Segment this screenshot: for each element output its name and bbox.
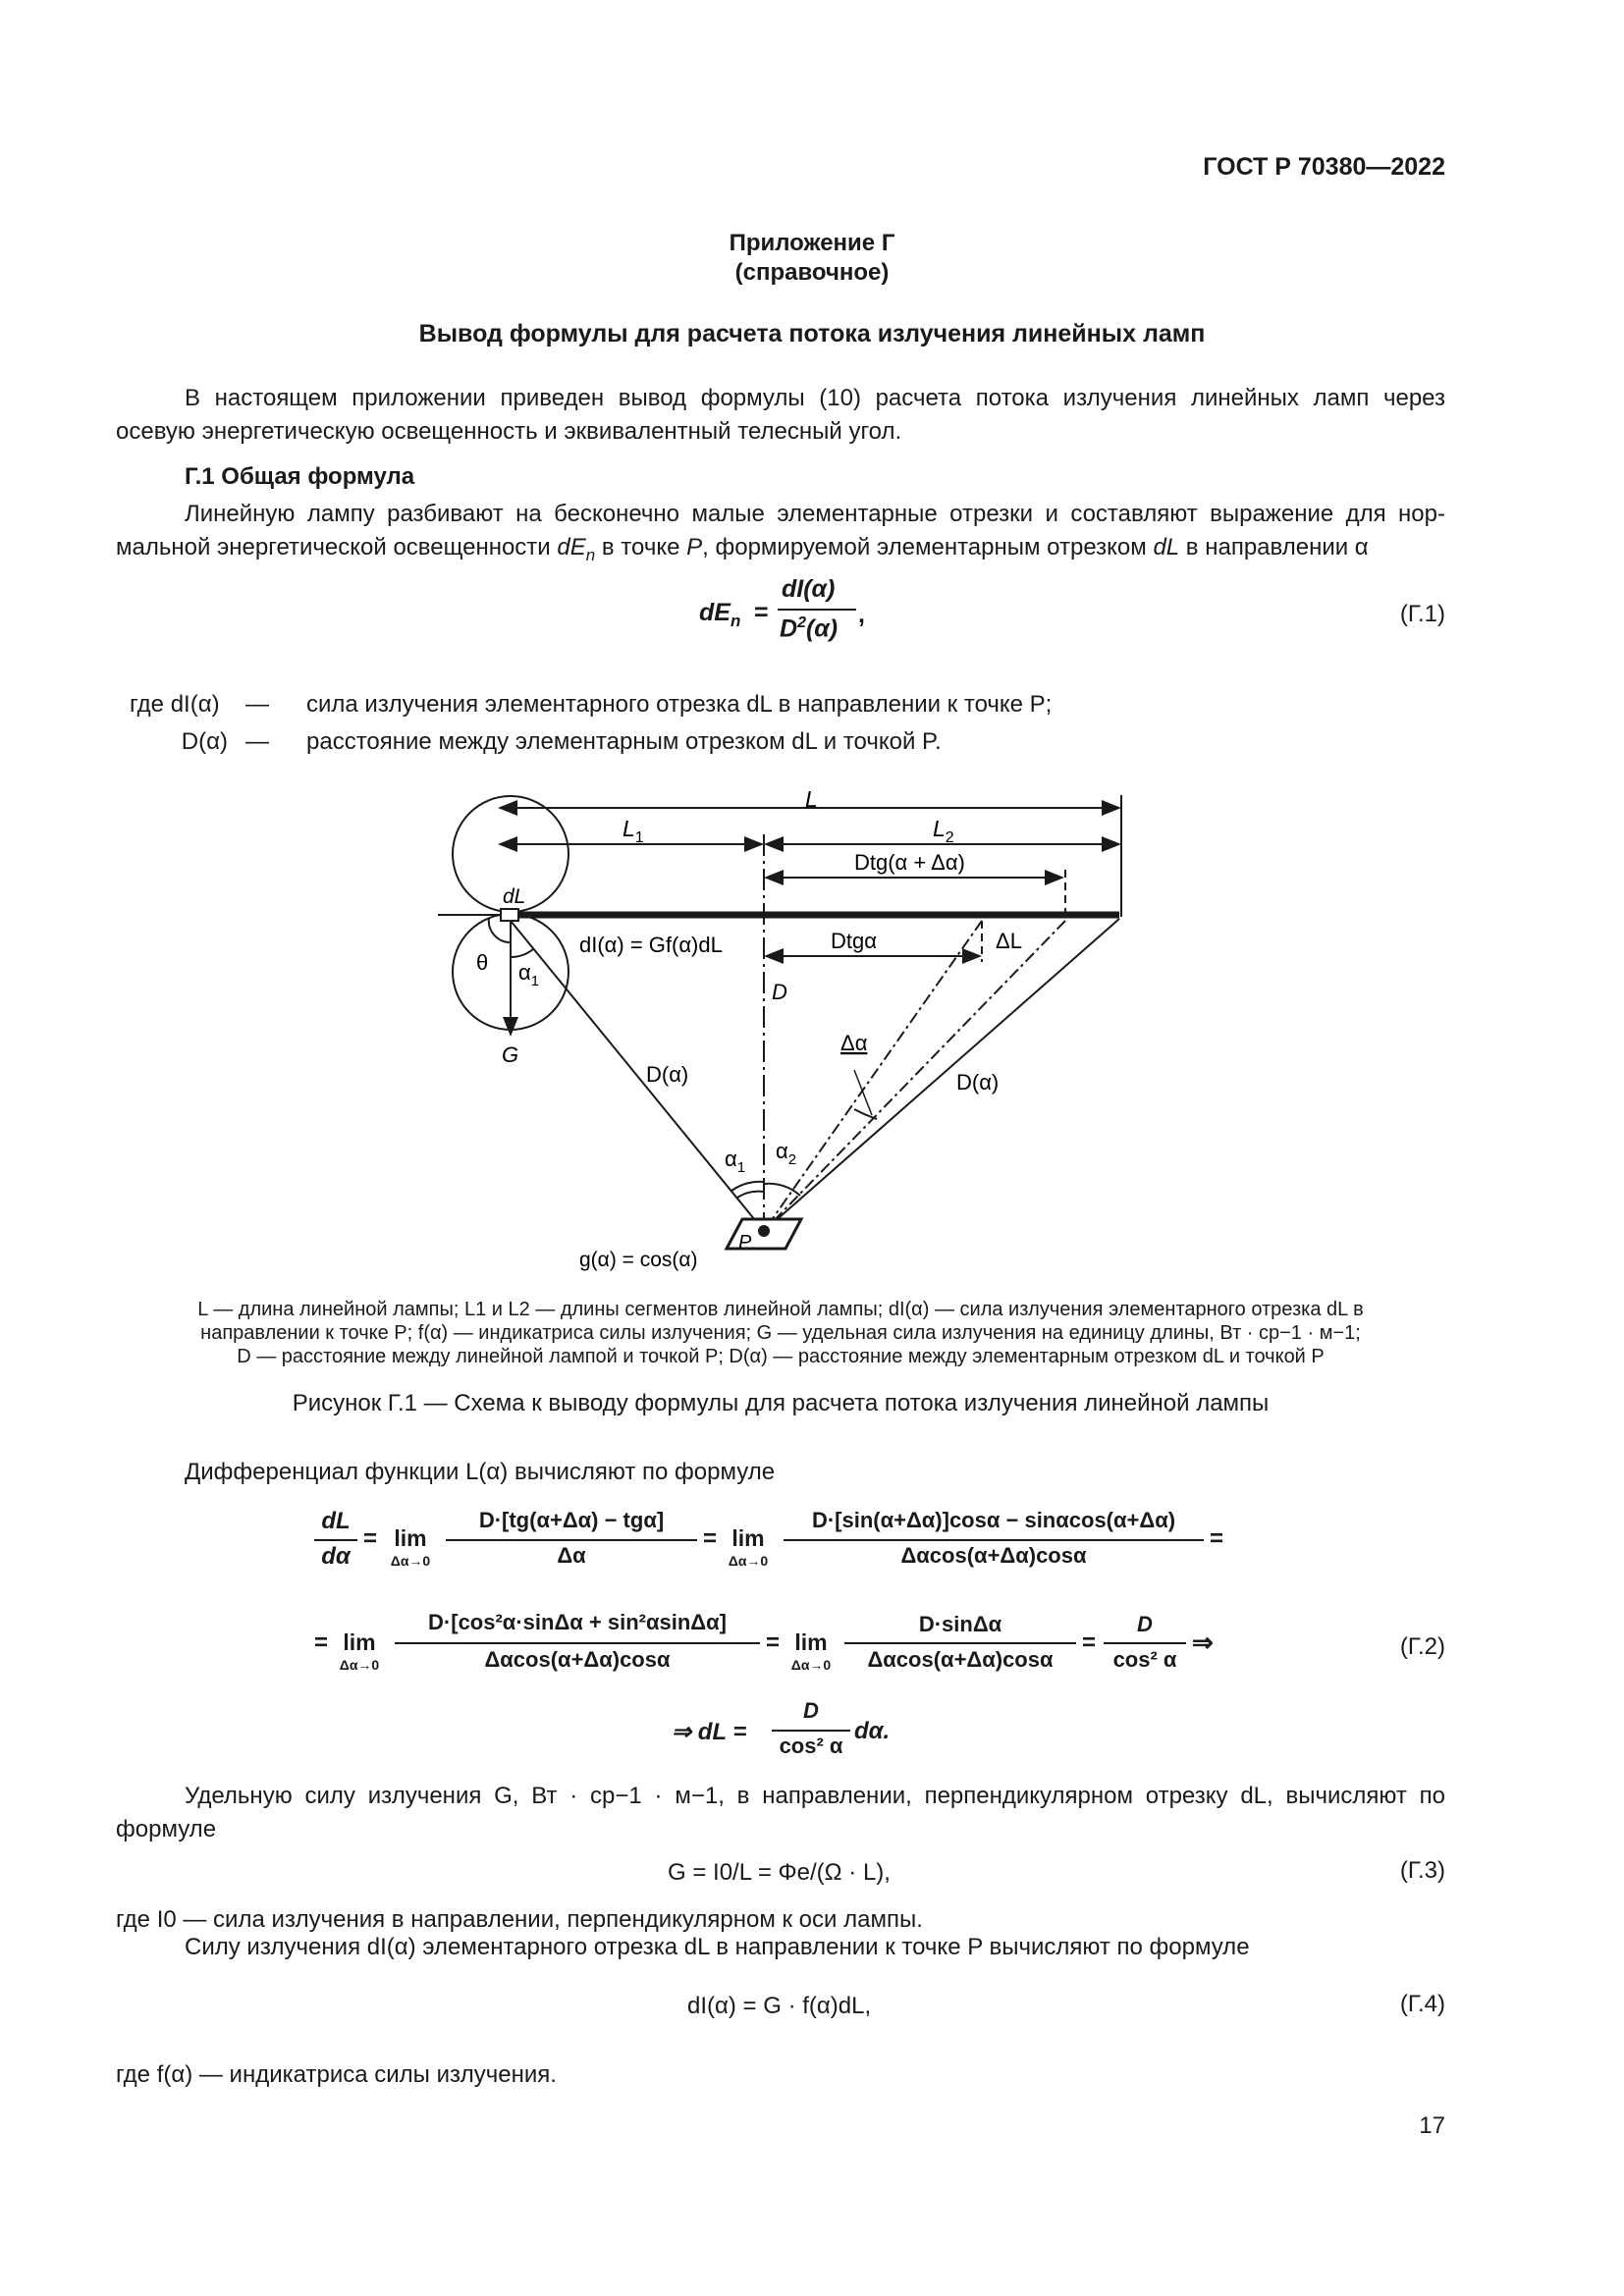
text: D bbox=[780, 614, 798, 643]
angle-alpha1-arc bbox=[737, 1192, 764, 1198]
label-D: D bbox=[772, 980, 787, 1004]
equals-sign: = bbox=[363, 1525, 378, 1552]
fraction-bar bbox=[778, 609, 856, 611]
equals-sign: = bbox=[754, 599, 769, 626]
where-line: где I0 — сила излучения в направлении, перпендикулярном к оси лампы. bbox=[116, 1906, 923, 1933]
frac-den: dα bbox=[321, 1543, 351, 1570]
paragraph: Дифференциал функции L(α) вычисляют по формуле bbox=[185, 1459, 776, 1485]
intro-line-2: осевую энергетическую освещенность и эквивалентный телесный угол. bbox=[116, 418, 902, 445]
paragraph-line: формуле bbox=[116, 1816, 217, 1842]
paragraph: Силу излучения dI(α) элементарного отрезка dL в направлении к точке P вычисляют по формуле bbox=[185, 1934, 1250, 1960]
intro-line-1: В настоящем приложении приведен вывод формулы (10) расчета потока излучения линейных ламп через bbox=[185, 385, 1445, 411]
figure-legend-line: L — длина линейной лампы; L1 и L2 — длины сегментов линейной лампы; dI(α) — сила излучения элементарного отрезка dL в bbox=[197, 1299, 1364, 1320]
document-code: ГОСТ Р 70380—2022 bbox=[1203, 153, 1445, 181]
label-L: L bbox=[805, 786, 818, 812]
where-term: где dI(α) bbox=[130, 691, 220, 718]
text: в точке bbox=[595, 534, 687, 561]
figure-legend-line: D — расстояние между линейной лампой и точкой P; D(α) — расстояние между элементарным отрезком dL и точкой P bbox=[237, 1346, 1325, 1367]
label-D-alpha-left: D(α) bbox=[646, 1062, 689, 1087]
label-dL: dL bbox=[503, 885, 526, 908]
label-dtg-alpha: Dtgα bbox=[831, 929, 877, 953]
frac-num: dL bbox=[321, 1508, 351, 1534]
frac-num: D·[cos²α·sinΔα + sin²αsinΔα] bbox=[428, 1610, 727, 1634]
lim-sub: Δα→0 bbox=[390, 1553, 431, 1569]
label-L2: $L_2$ bbox=[933, 816, 954, 846]
equals-sign: = bbox=[766, 1629, 781, 1656]
lim: lim bbox=[343, 1629, 376, 1655]
label-delta-alpha: Δα bbox=[840, 1031, 868, 1055]
eq1-lhs bbox=[699, 599, 740, 631]
fraction-bar bbox=[844, 1642, 1076, 1644]
frac-num: D·sinΔα bbox=[918, 1612, 1002, 1636]
where-term: D(α) bbox=[181, 728, 228, 755]
equals-sign: = bbox=[703, 1525, 718, 1552]
subscript: n bbox=[730, 612, 741, 630]
frac-den: cos² α bbox=[779, 1734, 843, 1758]
frac-den: Δαcos(α+Δα)cosα bbox=[484, 1647, 671, 1672]
text: dE bbox=[699, 599, 731, 626]
where-description: сила излучения элементарного отрезка dL в направлении к точке P; bbox=[306, 691, 1053, 718]
var: dE bbox=[557, 534, 586, 561]
label-L1: $L_1$ bbox=[623, 816, 644, 846]
equation-g4: dI(α) = G · f(α)dL, bbox=[687, 1993, 872, 2019]
eq2-result-lhs: ⇒ dL = bbox=[672, 1719, 747, 1745]
label-g-alpha: g(α) = cos(α) bbox=[579, 1249, 698, 1271]
figure-legend-line: направлении к точке P; f(α) — индикатриса силы излучения; G — удельная сила излучения на единицу длины, Вт · ср−1 · м−1; bbox=[200, 1322, 1361, 1344]
point-P bbox=[758, 1225, 770, 1237]
equation-number: (Г.4) bbox=[1399, 1991, 1445, 2017]
page-number: 17 bbox=[1419, 2112, 1445, 2139]
frac-den: Δαcos(α+Δα)cosα bbox=[867, 1647, 1054, 1672]
angle-alpha1-arc-top bbox=[511, 949, 533, 957]
frac-num: D·[sin(α+Δα)]cosα − sinαcos(α+Δα) bbox=[811, 1508, 1176, 1532]
lim-sub: Δα→0 bbox=[728, 1553, 769, 1569]
appendix-subtitle: (справочное) bbox=[734, 259, 890, 286]
equals-sign: = bbox=[1210, 1525, 1224, 1552]
figure-caption: Рисунок Г.1 — Схема к выводу формулы для расчета потока излучения линейной лампы bbox=[292, 1390, 1270, 1416]
implies-arrow: ⇒ bbox=[1192, 1628, 1214, 1657]
para1-line-1: Линейную лампу разбивают на бесконечно малые элементарные отрезки и составляют выражение для нор- bbox=[185, 501, 1445, 527]
fraction-bar bbox=[314, 1539, 357, 1541]
label-alpha2: $\alpha_2$ bbox=[776, 1139, 797, 1168]
label-alpha1-top: $\alpha_1$ bbox=[518, 960, 540, 989]
fraction-bar bbox=[395, 1642, 760, 1644]
lim: lim bbox=[731, 1525, 765, 1551]
frac-num: D bbox=[1137, 1612, 1153, 1636]
where-dash: — bbox=[245, 728, 269, 755]
delta-alpha-arc bbox=[854, 1109, 877, 1119]
label-G: G bbox=[502, 1042, 519, 1067]
equals-sign: = bbox=[1082, 1629, 1097, 1656]
superscript: 2 bbox=[797, 614, 806, 631]
eq2-result-tail: dα. bbox=[854, 1718, 891, 1744]
delta-alpha-leader bbox=[854, 1070, 872, 1115]
equals-sign: = bbox=[314, 1629, 329, 1656]
text: мальной энергетической освещенности bbox=[116, 534, 558, 561]
line-D-alpha-right bbox=[764, 919, 1119, 1231]
where-dash: — bbox=[245, 691, 269, 718]
where-description: расстояние между элементарным отрезком dL и точкой P. bbox=[306, 728, 942, 755]
lim-sub: Δα→0 bbox=[790, 1657, 832, 1673]
label-theta: θ bbox=[476, 950, 489, 975]
line-D-alpha-left bbox=[511, 921, 764, 1231]
section-title: Г.1 Общая формула bbox=[185, 463, 415, 490]
lim-sub: Δα→0 bbox=[339, 1657, 380, 1673]
line-to-P-dashed bbox=[764, 921, 1065, 1231]
para1-line-2 bbox=[116, 530, 1445, 573]
frac-num: D·[tg(α+Δα) − tgα] bbox=[478, 1508, 665, 1532]
label-alpha1: $\alpha_1$ bbox=[725, 1147, 746, 1176]
text: , формируемой элементарным отрезком bbox=[702, 534, 1154, 561]
fraction-bar bbox=[772, 1730, 850, 1732]
text: в направлении α bbox=[1179, 534, 1369, 561]
equation-g1 bbox=[699, 575, 876, 654]
equation-g3: G = I0/L = Φe/(Ω · L), bbox=[668, 1859, 891, 1886]
label-dI: dI(α) = Gf(α)dL bbox=[579, 933, 723, 957]
label-D-alpha-right: D(α) bbox=[956, 1070, 1000, 1095]
equation-number: (Г.1) bbox=[1399, 601, 1445, 627]
where-line: где f(α) — индикатриса силы излучения. bbox=[116, 2061, 557, 2088]
frac-den: Δα bbox=[557, 1543, 586, 1568]
equation-g2 bbox=[314, 1502, 1257, 1767]
equation-number: (Г.2) bbox=[1399, 1633, 1445, 1660]
label-P: P bbox=[738, 1232, 752, 1254]
equation-number: (Г.3) bbox=[1399, 1857, 1445, 1884]
frac-den: cos² α bbox=[1112, 1647, 1177, 1672]
fraction-bar bbox=[446, 1539, 697, 1541]
section-heading: Вывод формулы для расчета потока излучения линейных ламп bbox=[418, 320, 1206, 347]
element-dl bbox=[501, 909, 518, 921]
subscript: n bbox=[585, 545, 596, 564]
line-to-P-dashed bbox=[764, 921, 982, 1231]
frac-den: Δαcos(α+Δα)cosα bbox=[900, 1543, 1087, 1568]
var: dL bbox=[1153, 534, 1180, 561]
var: P bbox=[686, 534, 703, 561]
figure-diagram bbox=[422, 775, 1149, 1286]
lim: lim bbox=[394, 1525, 427, 1551]
lim: lim bbox=[794, 1629, 828, 1655]
appendix-title: Приложение Г bbox=[729, 230, 895, 256]
label-dtg-alpha-delta: Dtg(α + Δα) bbox=[854, 850, 965, 875]
fraction-bar bbox=[784, 1539, 1204, 1541]
comma: , bbox=[858, 601, 865, 628]
text: (α) bbox=[805, 614, 839, 643]
paragraph-line: Удельную силу излучения G, Вт · ср−1 · м−1, в направлении, перпендикулярном отрезку dL, вычисляют по bbox=[185, 1783, 1445, 1809]
fraction-bar bbox=[1104, 1642, 1186, 1644]
label-delta-L: ΔL bbox=[996, 929, 1022, 953]
eq1-numerator: dI(α) bbox=[782, 575, 836, 603]
frac-num: D bbox=[803, 1698, 819, 1723]
angle-alpha1-arc bbox=[731, 1182, 764, 1191]
eq1-denominator bbox=[780, 614, 838, 643]
